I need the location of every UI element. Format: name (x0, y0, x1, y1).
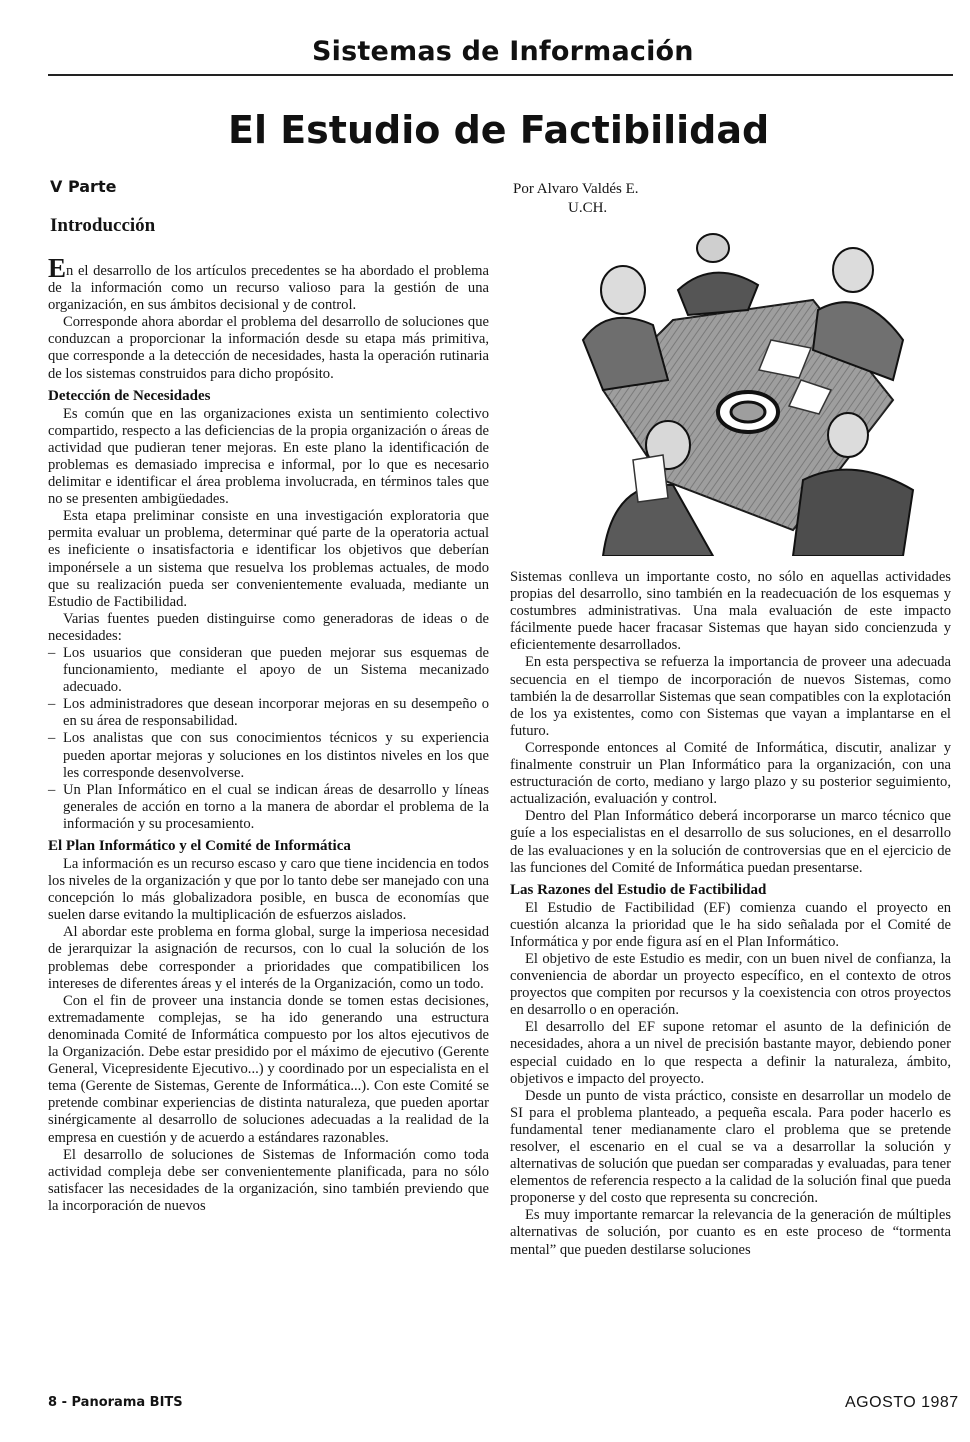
razones-heading: Las Razones del Estudio de Factibilidad (510, 881, 767, 898)
intro-paragraph-1: En el desarrollo de los artículos precedentes se ha abordado el problema de la información como un recurso valioso para la gestión de una organización, en sus ámbitos decisional y de control. (48, 253, 489, 314)
section-title: Sistemas de Información (312, 36, 694, 67)
deteccion-paragraph-2: Esta etapa preliminar consiste en una investigación exploratoria que permita evaluar un problema, determinar qué parte de la operatoria actual es ineficiente o insatisfactoria e identificar los objetivos que deberían imponérsele a un sistema que resuelva los problemas actuales, de modo que su realización pueda ser convenientemente evaluada, mediante un Estudio de Factibilidad. (48, 508, 489, 610)
drop-cap: E (48, 253, 67, 283)
deteccion-heading: Detección de Necesidades (48, 387, 211, 404)
right-column (510, 569, 951, 1259)
razones-paragraph-4: Desde un punto de vista práctico, consiste en desarrollar un modelo de SI para el problema planteado, a pequeña escala. Para poder hacerlo es fundamental tener medianamente claro el problema que se pretende resolver, el escenario en el cual se va a desarrollar la solución y alternativas de solución que puedan ser comparadas y evaluadas, para tener elementos de referencia respecto a la calidad de la solución final que pueda proponerse y del costo que representa su concreción. (510, 1087, 951, 1207)
plan-paragraph-6: Corresponde entonces al Comité de Informática, discutir, analizar y finalmente construir un Plan Informático para la organización, con una estructuración de corto, mediano y largo plazo y su posterior seguimiento, actualización, evaluación y control. (510, 739, 951, 808)
meeting-illustration-icon (563, 230, 957, 556)
razones-paragraph-2: El objetivo de este Estudio es medir, con un buen nivel de confianza, la conveniencia de abordar un proyecto específico, en el contexto de otros proyectos que compiten por recursos y la coexistencia con otros proyectos en desarrollo o en operación. (510, 950, 951, 1019)
part-label: V Parte (50, 177, 117, 196)
plan-heading: El Plan Informático y el Comité de Informática (48, 838, 351, 854)
plan-paragraph-5: En esta perspectiva se refuerza la importancia de proveer una adecuada secuencia en el tiempo de incorporación de nuevos Sistemas, como también la de desarrollar Sistemas que sean compatibles con la explotación de los ya existentes, como con Sistemas que vayan a implantarse en el futuro. (510, 654, 951, 739)
razones-paragraph-5: Es muy importante remarcar la relevancia de la generación de múltiples alternativas de solución, por cuanto es en este proceso de “tormenta mental” que pueden destilarse soluciones (510, 1207, 951, 1258)
author-name: Por Alvaro Valdés E. (513, 181, 639, 197)
intro-paragraph-2: Corresponde ahora abordar el problema del desarrollo de soluciones que conduzcan a proporcionar la información desde su etapa más primitiva, que corresponde a la detección de necesidades, hasta la operación rutinaria de los sistemas construidos para dicho propósito. (48, 314, 489, 382)
razones-paragraph-3: El desarrollo del EF supone retomar el asunto de la definición de necesidades, ahora a un nivel de precisión bastante mayor, debiendo poner especial cuidado en lo que respecta a definir la naturaleza, ámbito, objetivos e impacto del proyecto. (510, 1019, 951, 1087)
plan-paragraph-2: Al abordar este problema en forma global, surge la imperiosa necesidad de jerarquizar la asignación de recursos, con lo cual la solución de los problemas debe corresponder a prioridades que compatibilicen los intereses de diferentes áreas y el interés de la Organización, como un todo. (48, 924, 489, 992)
byline (513, 180, 713, 218)
list-item: – Los usuarios que consideran que pueden mejorar sus esquemas de funcionamiento, mediante el apoyo de un Sistema mecanizado adecuado. (48, 644, 489, 696)
deteccion-paragraph-1: Es común que en las organizaciones exista un sentimiento colectivo compartido, respecto a las deficiencias de la propia organización o áreas de actividad que pudieran tener mejoras. En este plano la identificación de problemas es demasiado imprecisa e informal, por lo que es necesario delimitar e identificar el área problema involucrada, en términos tales que no se presenten ambigüedades. (48, 405, 489, 508)
list-item: – Los analistas que con sus conocimientos técnicos y su experiencia pueden aportar mejoras y soluciones en los distintos niveles en los que les corresponde desenvolverse. (48, 730, 489, 781)
list-item: – Los administradores que desean incorporar mejoras en su desempeño o en su área de responsabilidad. (48, 696, 489, 730)
sources-list (48, 645, 489, 833)
plan-paragraph-4: El desarrollo de soluciones de Sistemas de Información como toda actividad compleja debe ser convenientemente planificada, para no sólo satisfacer las necesidades de la organización, sino también previendo que la incorporación de nuevos (48, 1146, 489, 1214)
list-item: – Un Plan Informático en el cual se indican áreas de desarrollo y líneas generales de acción en torno a la manera de abordar el problema de la información y su procesamiento. (48, 781, 489, 832)
deteccion-paragraph-3: Varias fuentes pueden distinguirse como generadoras de ideas o de necesidades: (48, 610, 489, 644)
razones-paragraph-1: El Estudio de Factibilidad (EF) comienza cuando el proyecto en cuestión alcanza la prioridad que le ha sido señalada por el Comité de Informática y por ende figura así en el Plan Informático. (510, 899, 951, 950)
author-institution: U.CH. (568, 200, 608, 216)
footer-date: AGOSTO 1987 (845, 1394, 959, 1411)
intro-heading: Introducción (50, 215, 156, 236)
plan-paragraph-1: La información es un recurso escaso y caro que tiene incidencia en todos los niveles de la organización y que por lo tanto debe ser manejado con una concepción lo más globalizadora posible, en busca de economías que suelen darse evitando la multiplicación de esfuerzos aislados. (48, 856, 489, 924)
left-column (48, 253, 489, 1215)
plan-paragraph-4-continued: Sistemas conlleva un importante costo, no sólo en aquellas actividades propias del desarrollo, sino también en la readecuación de los esquemas y costumbres administrativas. Una mala evaluación de este impacto fácilmente puede hacer fracasar Sistemas que hayan sido concienzuda y eficientemente desarrollados. (510, 569, 951, 654)
article-title: El Estudio de Factibilidad (228, 108, 770, 152)
header-rule (48, 74, 953, 76)
plan-paragraph-7: Dentro del Plan Informático deberá incorporarse un marco técnico que guíe a los especialistas en el desarrollo de sus soluciones, en el desarrollo de las evaluaciones y en la solución de controversias que en el ejercicio de las funciones del Comité de Informática puedan presentarse. (510, 808, 951, 876)
footer-page-label: 8 - Panorama BITS (48, 1395, 183, 1410)
plan-paragraph-3: Con el fin de proveer una instancia donde se tomen estas decisiones, extremadamente complejas, se ha ido generando una estructura denominada Comité de Informática compuesto por los altos ejecutivos de la Organización. Debe estar presidido por el máximo de ejecutivo (Gerente General, Vicepresidente Ejecutivo...) y coordinado por un especialista en el tema (Gerente de Sistemas, Gerente de Informática...). Con este Comité se pretende combinar experiencias de distinta naturaleza, que pueden aportar sinérgicamente al desarrollo de soluciones adecuadas a la realidad de la empresa en cuestión y de acuerdo a estándares razonables. (48, 992, 489, 1146)
